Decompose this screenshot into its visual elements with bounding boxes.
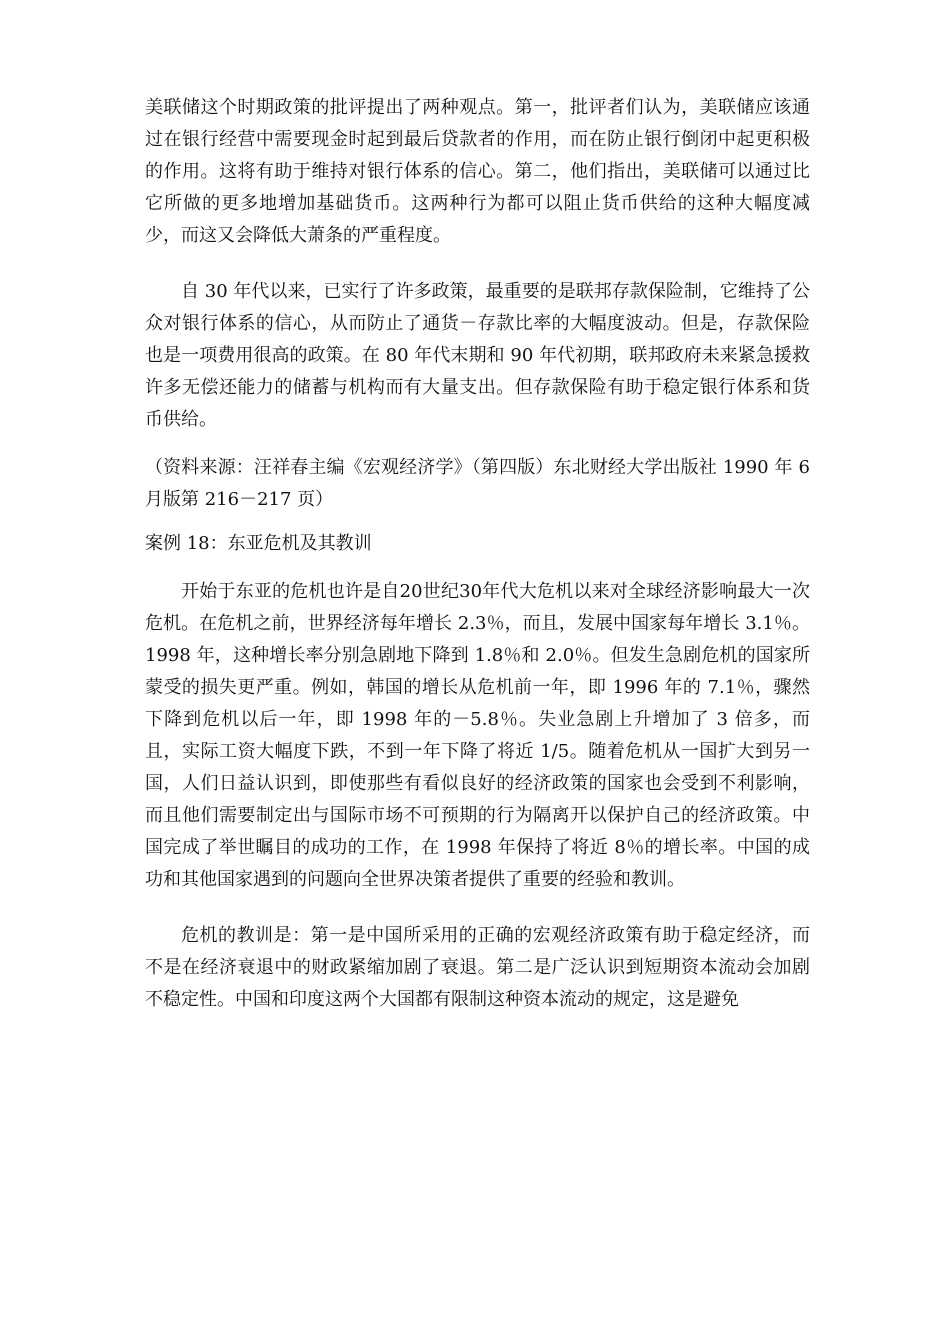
case-title: 案例 18：东亚危机及其教训	[145, 533, 372, 554]
source-note: （资料来源：汪祥春主编《宏观经济学》（第四版）东北财经大学出版社 1990 年 6 月版第 216－217 页）	[145, 457, 810, 510]
document-body	[145, 92, 810, 1016]
paragraph-deposit-insurance: 自 30 年代以来，已实行了许多政策，最重要的是联邦存款保险制，它维持了公众对银行体系的信心，从而防止了通货－存款比率的大幅度波动。但是，存款保险也是一项费用很高的政策。在 80 年代末期和 90 年代初期，联邦政府未来紧急援救许多无偿还能力的储蓄与机构而有大量支出。但存款保险有助于稳定银行体系和货币供给。	[145, 281, 810, 430]
paragraph-fed-criticism: 美联储这个时期政策的批评提出了两种观点。第一，批评者们认为，美联储应该通过在银行经营中需要现金时起到最后贷款者的作用，而在防止银行倒闭中起更积极的作用。这将有助于维持对银行体系的信心。第二，他们指出，美联储可以通过比它所做的更多地增加基础货币。这两种行为都可以阻止货币供给的这种大幅度减少，而这又会降低大萧条的严重程度。	[145, 97, 810, 246]
paragraph-east-asia-crisis: 开始于东亚的危机也许是自20世纪30年代大危机以来对全球经济影响最大一次危机。在危机之前，世界经济每年增长 2.3％，而且，发展中国家每年增长 3.1％。1998 年，这种增长率分别急剧地下降到 1.8％和 2.0％。但发生急剧危机的国家所蒙受的损失更严重。例如，韩国的增长从危机前一年，即 1996 年的 7.1％，骤然下降到危机以后一年，即 1998 年的－5.8％。失业急剧上升增加了 3 倍多，而且，实际工资大幅度下跌，不到一年下降了将近 1/5。随着危机从一国扩大到另一国，人们日益认识到，即使那些有看似良好的经济政策的国家也会受到不利影响，而且他们需要制定出与国际市场不可预期的行为隔离开以保护自己的经济政策。中国完成了举世瞩目的成功的工作，在 1998 年保持了将近 8％的增长率。中国的成功和其他国家遇到的问题向全世界决策者提供了重要的经验和教训。	[145, 581, 810, 890]
paragraph-crisis-lessons: 危机的教训是：第一是中国所采用的正确的宏观经济政策有助于稳定经济，而不是在经济衰退中的财政紧缩加剧了衰退。第二是广泛认识到短期资本流动会加剧不稳定性。中国和印度这两个大国都有限制这种资本流动的规定，这是避免	[145, 925, 810, 1010]
